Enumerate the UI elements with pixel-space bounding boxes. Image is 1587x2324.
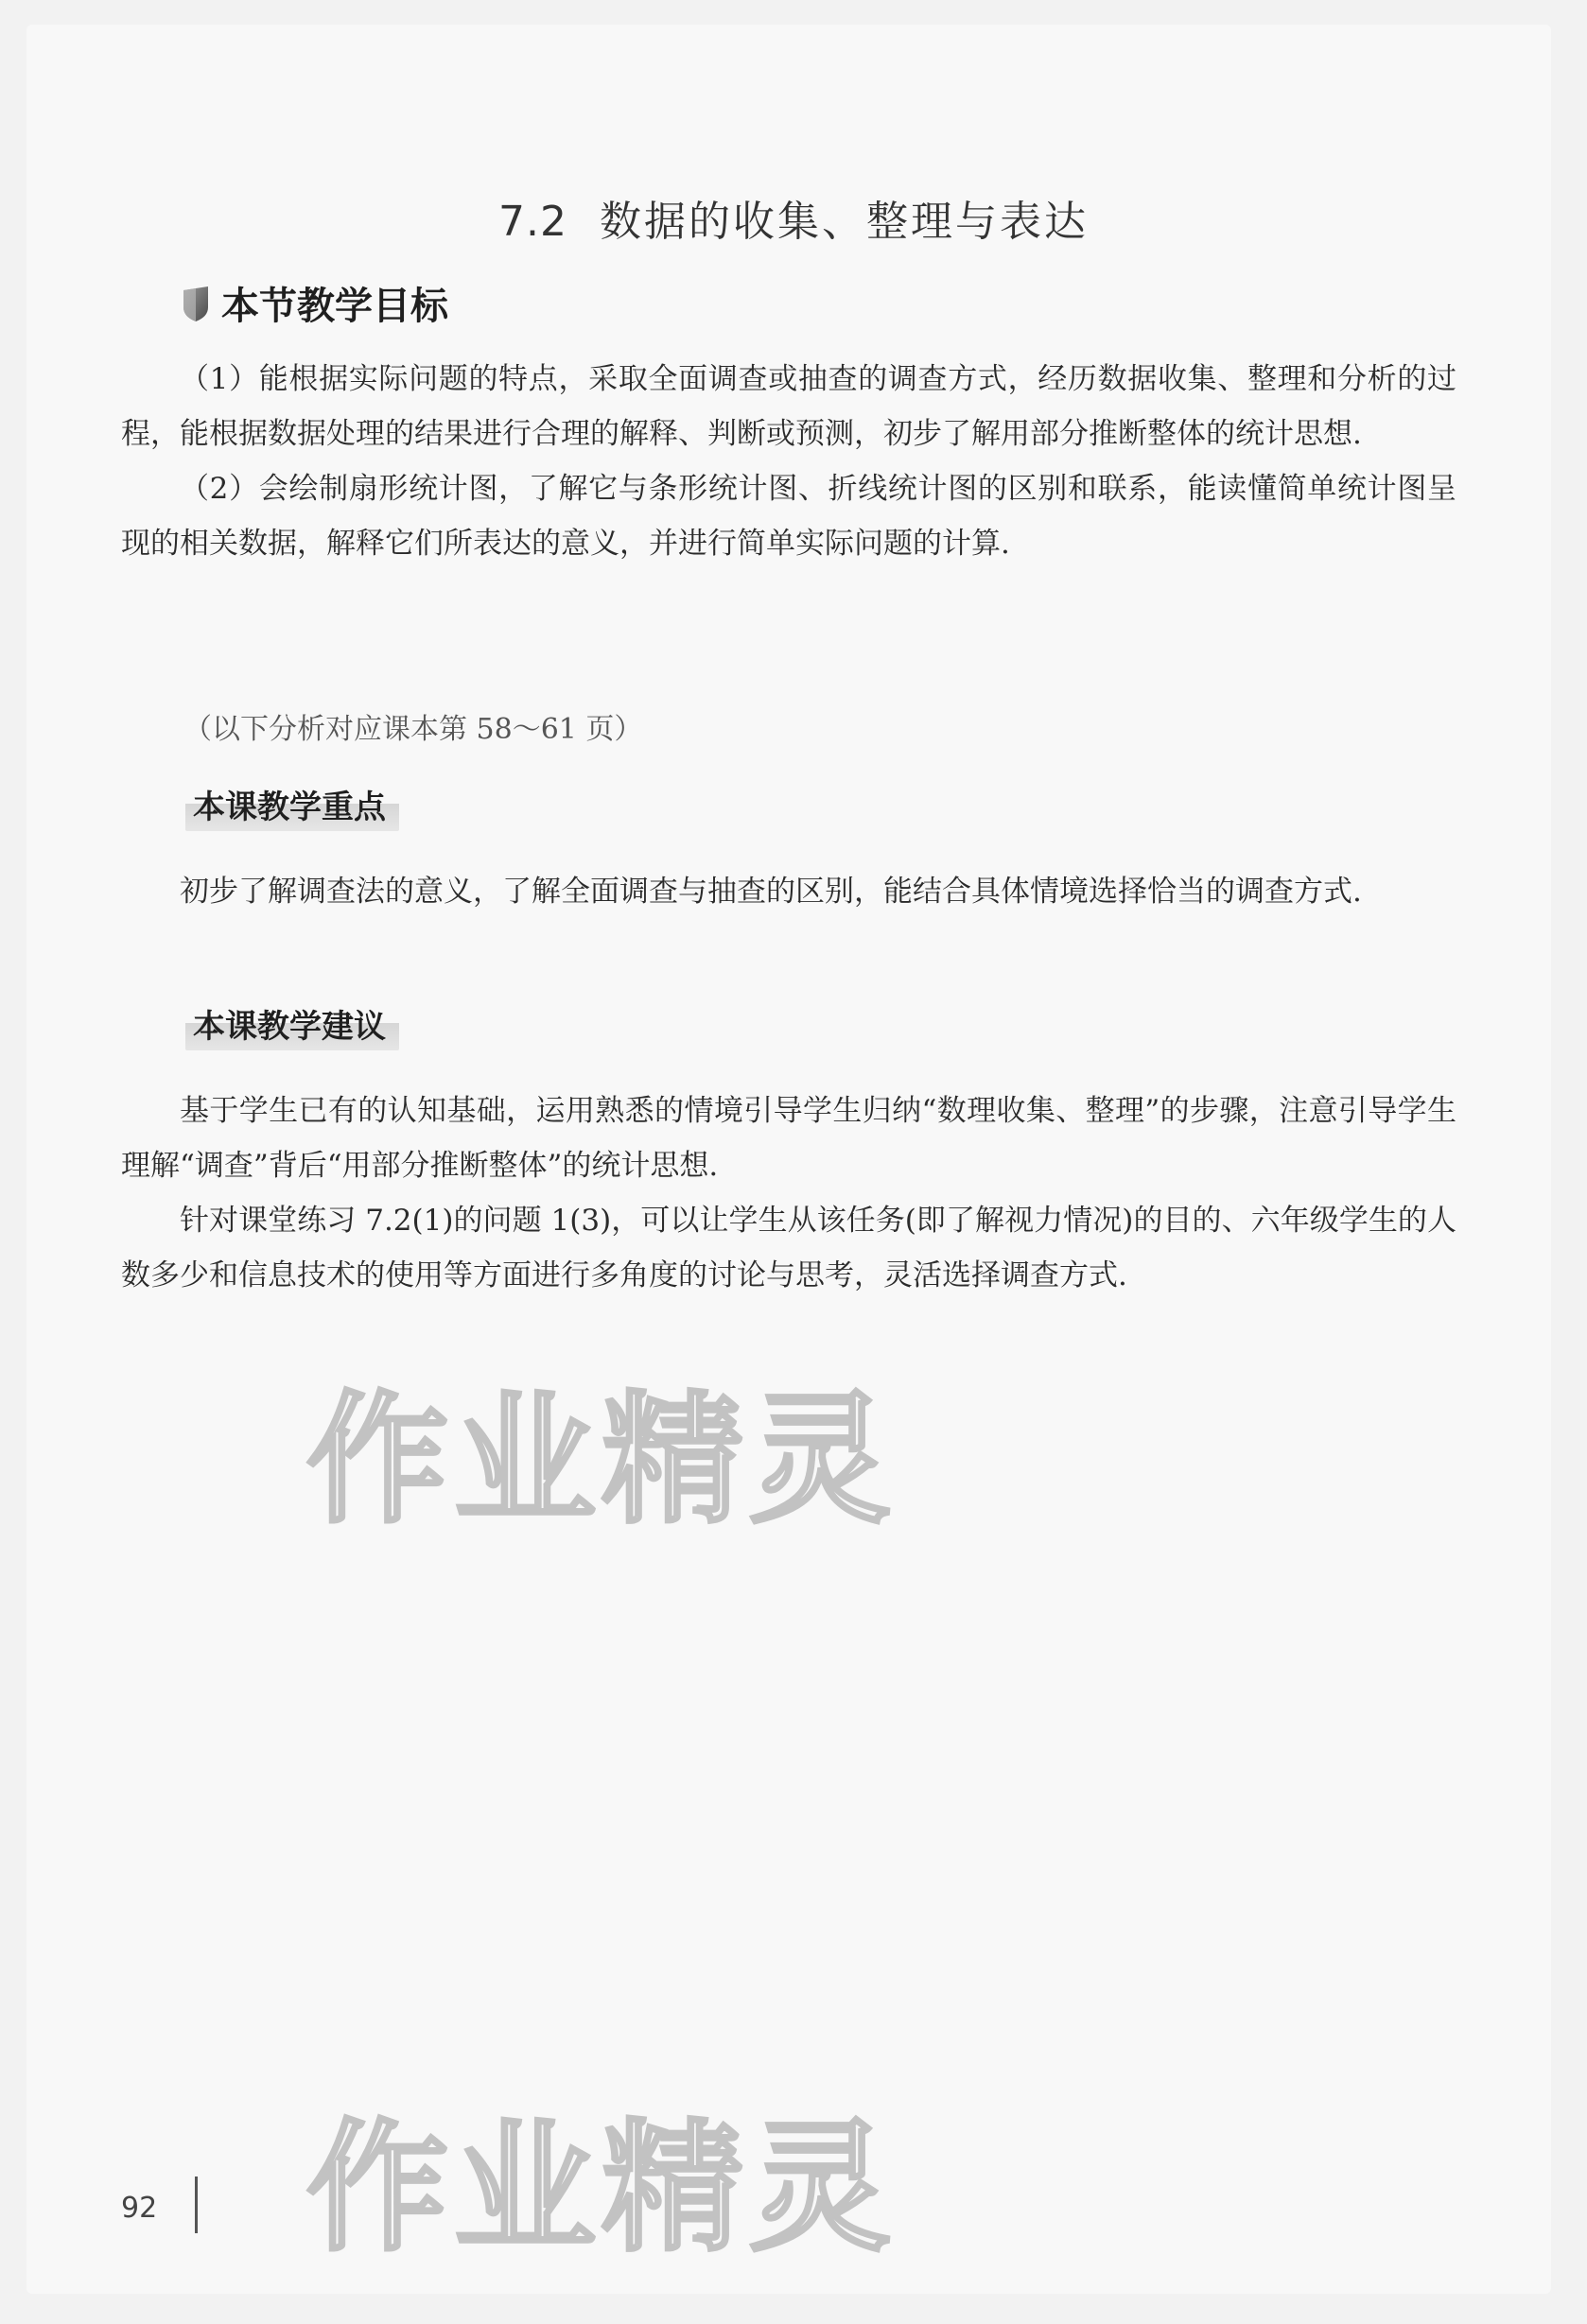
key-points-body	[121, 864, 1456, 919]
textbook-page-note: （以下分析对应课本第 58～61 页）	[183, 713, 643, 746]
watermark: 作业精灵	[306, 1379, 898, 1543]
page-number: 92	[121, 2192, 158, 2225]
suggestions-heading: 本课教学建议	[185, 1000, 399, 1050]
page-number-divider	[195, 2177, 198, 2233]
objective-item: （1）能根据实际问题的特点，采取全面调查或抽查的调查方式，经历数据收集、整理和分析的过程，能根据数据处理的结果进行合理的解释、判断或预测，初步了解用部分推断整体的统计思想.	[121, 362, 1456, 451]
key-points-heading: 本课教学重点	[185, 781, 399, 831]
shield-icon	[180, 285, 212, 322]
section-title	[0, 187, 1587, 248]
key-points-text: 初步了解调查法的意义，了解全面调查与抽查的区别，能结合具体情境选择恰当的调查方式.	[180, 875, 1362, 909]
suggestion-paragraph: 针对课堂练习 7.2(1)的问题 1(3)，可以让学生从该任务(即了解视力情况)的目的、六年级学生的人数多少和信息技术的使用等方面进行多角度的讨论与思考，灵活选择调查方式.	[121, 1204, 1456, 1292]
section-title-text: 数据的收集、整理与表达	[599, 198, 1089, 246]
objectives-heading-text: 本节教学目标	[221, 285, 448, 328]
objective-item: （2）会绘制扇形统计图，了解它与条形统计图、折线统计图的区别和联系，能读懂简单统计图呈现的相关数据，解释它们所表达的意义，并进行简单实际问题的计算.	[121, 472, 1456, 561]
suggestions-body	[121, 1084, 1456, 1303]
objectives-list	[121, 352, 1456, 571]
objectives-heading	[180, 276, 448, 330]
section-number: 7.2	[498, 198, 567, 246]
suggestion-paragraph: 基于学生已有的认知基础，运用熟悉的情境引导学生归纳“数理收集、整理”的步骤，注意引导学生理解“调查”背后“用部分推断整体”的统计思想.	[121, 1094, 1456, 1183]
watermark: 作业精灵	[306, 2107, 898, 2271]
